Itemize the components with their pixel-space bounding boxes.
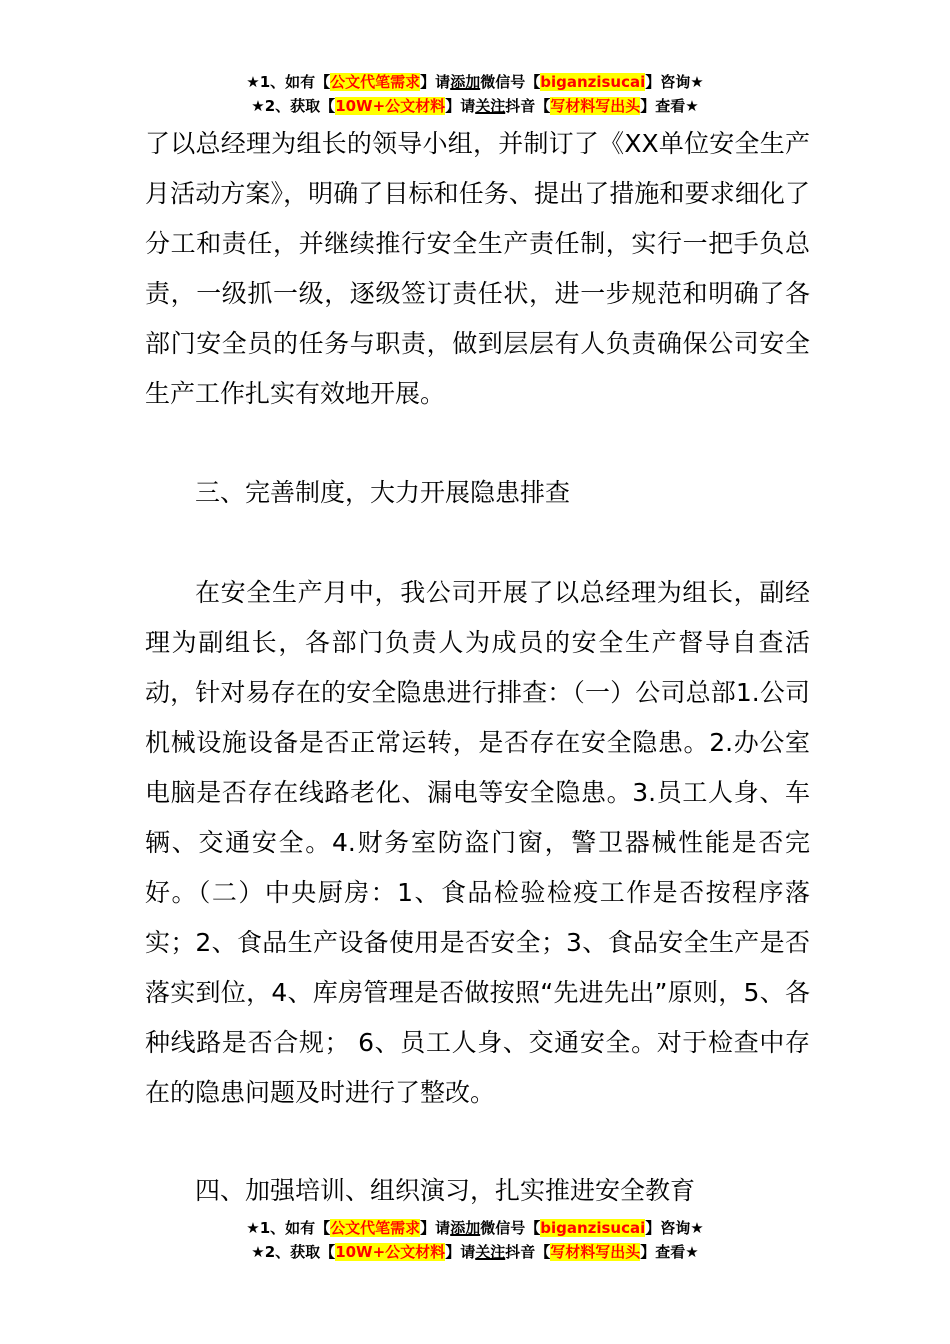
banner-line-2: ★2、获取【10W+公文材料】请关注抖音【写材料写出头】查看★: [251, 1243, 699, 1261]
section-heading-three: 三、完善制度，大力开展隐患排查: [195, 478, 571, 507]
banner-line-1: ★1、如有【公文代笔需求】请添加微信号【biganzisucai】咨询★: [246, 73, 704, 91]
banner-link-add[interactable]: 添加: [450, 1219, 481, 1237]
banner-highlight-service: 公文代笔需求: [330, 1219, 421, 1237]
header-banner: [0, 70, 950, 118]
banner-highlight-douyin: 写材料写出头: [550, 97, 641, 115]
banner-highlight-materials: 10W+公文材料: [335, 1243, 446, 1261]
footer-banner: [0, 1216, 950, 1264]
paragraph-hazard-check: 在安全生产月中，我公司开展了以总经理为组长，副经理为副组长，各部门负责人为成员的安全生产督导自查活动，针对易存在的安全隐患进行排查：（一）公司总部1.公司机械设施设备是否正常运转，是否存在安全隐患。2.办公室电脑是否存在线路老化、漏电等安全隐患。3.员工人身、车辆、交通安全。4.财务室防盗门窗，警卫器械性能是否完好。（二）中央厨房：1、食品检验检疫工作是否按程序落实；2、食品生产设备使用是否安全；3、食品安全生产是否落实到位，4、库房管理是否做按照“先进先出”原则，5、各种线路是否合规； 6、员工人身、交通安全。对于检查中存在的隐患问题及时进行了整改。: [145, 578, 810, 1107]
banner-highlight-service: 公文代笔需求: [330, 73, 421, 91]
banner-line-1: ★1、如有【公文代笔需求】请添加微信号【biganzisucai】咨询★: [246, 1219, 704, 1237]
banner-link-add[interactable]: 添加: [450, 73, 481, 91]
banner-highlight-wechat-id: biganzisucai: [540, 1219, 646, 1237]
banner-highlight-douyin: 写材料写出头: [550, 1243, 641, 1261]
section-heading-four: 四、加强培训、组织演习，扎实推进安全教育: [195, 1176, 696, 1205]
paragraph-continued: 了以总经理为组长的领导小组，并制订了《XX单位安全生产月活动方案》，明确了目标和任务、提出了措施和要求细化了分工和责任，并继续推行安全生产责任制，实行一把手负总责，一级抓一级，逐级签订责任状，进一步规范和明确了各部门安全员的任务与职责，做到层层有人负责确保公司安全生产工作扎实有效地开展。: [145, 129, 810, 408]
banner-link-follow[interactable]: 关注: [475, 1243, 506, 1261]
banner-highlight-wechat-id: biganzisucai: [540, 73, 646, 91]
banner-line-2: ★2、获取【10W+公文材料】请关注抖音【写材料写出头】查看★: [251, 97, 699, 115]
banner-link-follow[interactable]: 关注: [475, 97, 506, 115]
banner-highlight-materials: 10W+公文材料: [335, 97, 446, 115]
